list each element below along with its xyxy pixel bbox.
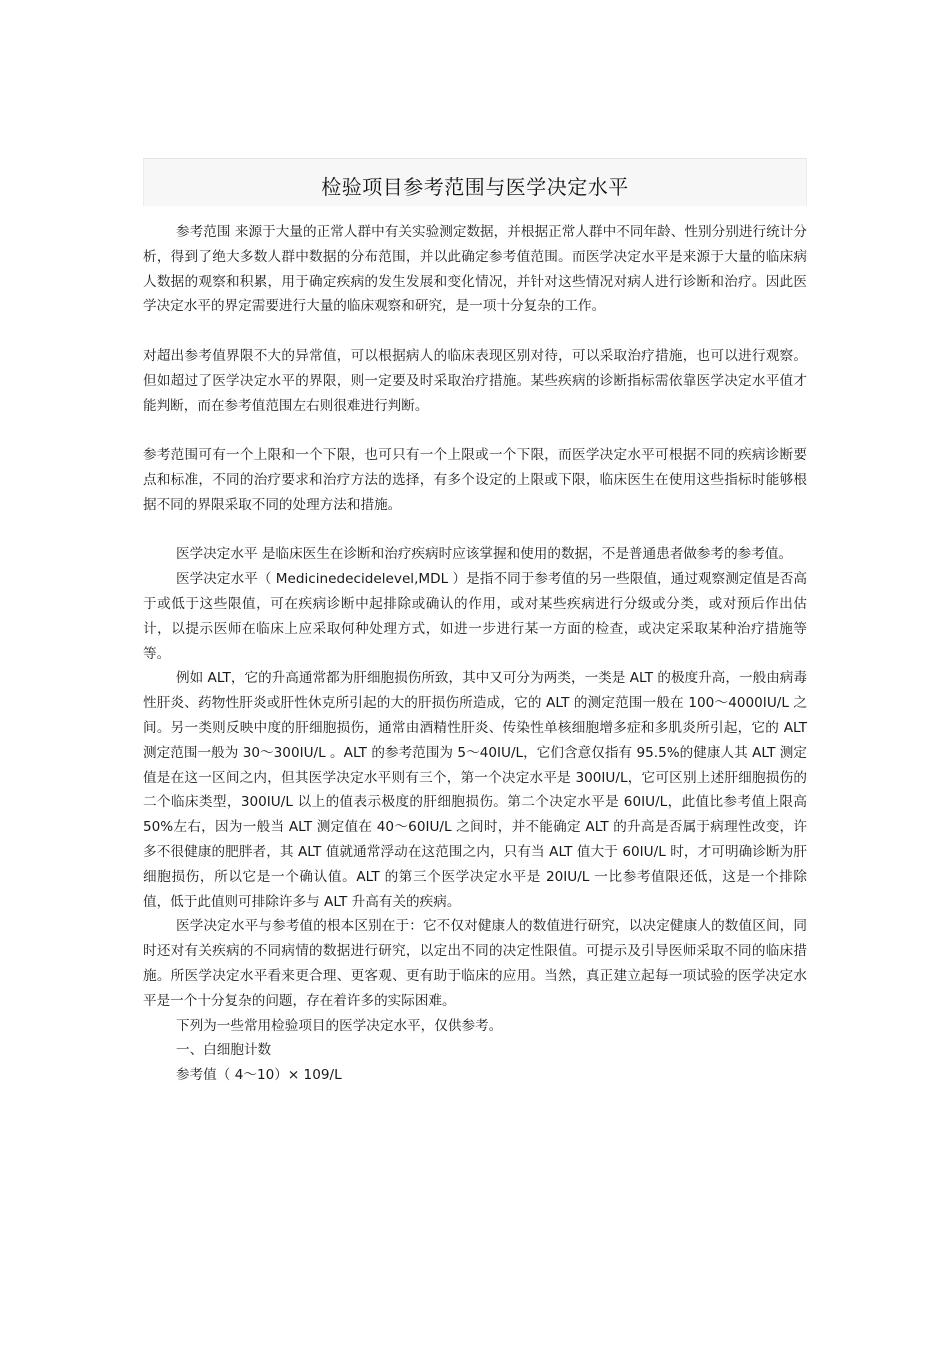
paragraph-alt-example: 例如 ALT，它的升高通常都为肝细胞损伤所致，其中又可分为两类，一类是 ALT 的极度升高，一般由病毒性肝炎、药物性肝炎或肝性休克所引起的大的肝损伤所造成，它的 ALT 的测定范围一般在 100～4000IU/L 之间。另一类则反映中度的肝细胞损伤，通常由酒精性肝炎、传染性单核细胞增多症和多肌炎所引起，它的 ALT 测定范围一般为 30～300IU/L 。ALT 的参考范围为 5～40IU/L，它们含意仅指有 95.5%的健康人其 ALT 测定值是在这一区间之内，但其医学决定水平则有三个，第一个决定水平是 300IU/L，它可区别上述肝细胞损伤的二个临床类型，300IU/L 以上的值表示极度的肝细胞损伤。第二个决定水平是 60IU/L，此值比参考值上限高 50%左右，因为一般当 ALT 测定值在 40～60IU/L 之间时，并不能确定 ALT 的升高是否属于病理性改变，许多不很健康的肥胖者，其 ALT 值就通常浮动在这范围之内，只有当 ALT 值大于 60IU/L 时，才可明确诊断为肝细胞损伤，所以它是一个确认值。ALT 的第三个医学决定水平是 20IU/L 一比参考值限还低，这是一个排除值，低于此值则可排除许多与 ALT 升高有关的疾病。 [143, 670, 807, 910]
paragraph-gap [143, 418, 807, 443]
document-title: 检验项目参考范围与医学决定水平 [321, 175, 629, 199]
paragraph-difference: 医学决定水平与参考值的根本区别在于：它不仅对健康人的数值进行研究，以决定健康人的数值区间，同时还对有关疾病的不同病情的数据进行研究，以定出不同的决定性限值。可提示及引导医师采取不同的临床措施。所医学决定水平看来更合理、更客观、更有助于临床的应用。当然，真正建立起每一项试验的医学决定水平是一个十分复杂的问题，存在着许多的实际困难。 [143, 918, 807, 1009]
paragraph-gap [143, 518, 807, 543]
paragraph-list-intro: 下列为一些常用检验项目的医学决定水平，仅供参考。 [176, 1017, 503, 1034]
paragraph-abnormal-values: 对超出参考值界限不大的异常值，可以根据病人的临床表现区别对待，可以采取治疗措施，也可以进行观察。但如超过了医学决定水平的界限，则一定要及时采取治疗措施。某些疾病的诊断指标需依靠医学决定水平值才能判断，而在参考值范围左右则很难进行判断。 [143, 347, 807, 414]
paragraph-mdl-usage: 医学决定水平 是临床医生在诊断和治疗疾病时应该掌握和使用的数据，不是普通患者做参考的参考值。 [176, 546, 793, 563]
paragraph-mdl-definition: 医学决定水平（ Medicinedecidelevel,MDL ）是指不同于参考值的另一些限值，通过观察测定值是否高于或低于这些限值，可在疾病诊断中起排除或确认的作用，或对某些疾病进行分级或分类，或对预后作出估计，以提示医师在临床上应采取何种处理方式，如进一步进行某一方面的检查，或决定采取某种治疗措施等等。 [143, 571, 807, 662]
title-banner [143, 158, 807, 206]
reference-value-wbc: 参考值（ 4～10）× 109/L [176, 1067, 342, 1084]
paragraph-gap [143, 319, 807, 344]
document-body [143, 220, 807, 1088]
paragraph-limits: 参考范围可有一个上限和一个下限，也可只有一个上限或一个下限，而医学决定水平可根据不同的疾病诊断要点和标准，不同的治疗要求和治疗方法的选择，有多个设定的上限或下限，临床医生在使用这些指标时能够根据不同的界限采取不同的处理方法和措施。 [143, 447, 807, 513]
section-heading-wbc: 一、白细胞计数 [176, 1042, 272, 1059]
paragraph-reference-range: 参考范围 来源于大量的正常人群中有关实验测定数据，并根据正常人群中不同年龄、性别分别进行统计分析，得到了绝大多数人群中数据的分布范围，并以此确定参考值范围。而医学决定水平是来源于大量的临床病人数据的观察和积累，用于确定疾病的发生发展和变化情况，并针对这些情况对病人进行诊断和治疗。因此医学决定水平的界定需要进行大量的临床观察和研究，是一项十分复杂的工作。 [143, 224, 807, 315]
